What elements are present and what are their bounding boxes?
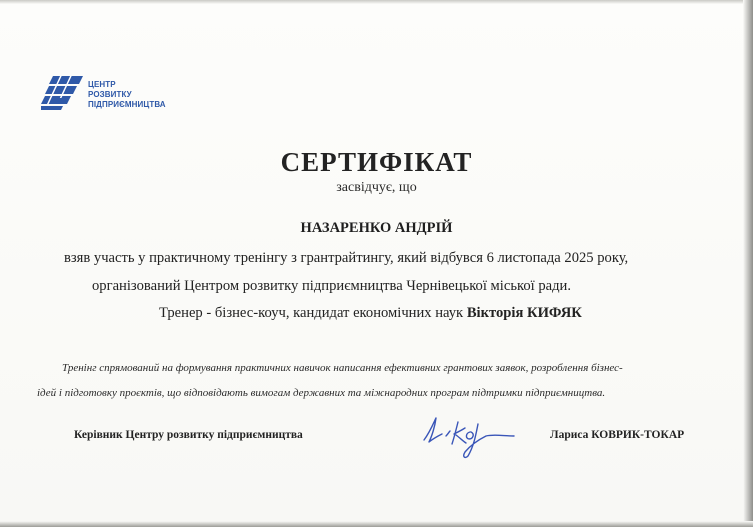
scan-edge-bottom	[0, 521, 753, 527]
scan-edge-top	[0, 0, 753, 4]
participation-text: взяв участь у практичному тренінгу з грантрайтингу, який відбувся 6 листопада 2025 року,	[64, 250, 629, 266]
signatory-position: Керівник Центру розвитку підприємництва	[74, 429, 303, 441]
logo-mark-icon	[41, 74, 85, 110]
logo-text	[88, 80, 166, 110]
organizer-text: організований Центром розвитку підприємництва Чернівецької міської ради.	[92, 278, 571, 294]
trainer-text	[159, 305, 582, 322]
trainer-prefix: Тренер - бізнес-коуч, кандидат економічних наук	[159, 305, 467, 321]
certificate-subtitle: засвідчує, що	[336, 180, 417, 195]
certificate-title: СЕРТИФІКАТ	[280, 147, 473, 177]
description-line-2: ідей і підготовку проєктів, що відповідають вимогам державних та міжнародних програм підтримки підприємництва.	[37, 387, 606, 399]
description-line-1: Тренінг спрямований на формування практичних навичок написання ефективних грантових заявок, розроблення бізнес-	[62, 362, 623, 374]
logo-line-1: ЦЕНТР	[88, 80, 116, 89]
signatory-name: Лариса КОВРИК-ТОКАР	[550, 429, 685, 441]
scan-edge-right	[743, 0, 753, 527]
handwritten-signature	[418, 414, 518, 460]
logo-line-3: ПІДПРИЄМНИЦТВА	[88, 100, 166, 109]
trainer-name: Вікторія КИФЯК	[466, 305, 582, 321]
recipient-name: НАЗАРЕНКО АНДРІЙ	[300, 220, 453, 236]
center-logo	[41, 74, 201, 120]
logo-line-2: РОЗВИТКУ	[88, 90, 132, 99]
